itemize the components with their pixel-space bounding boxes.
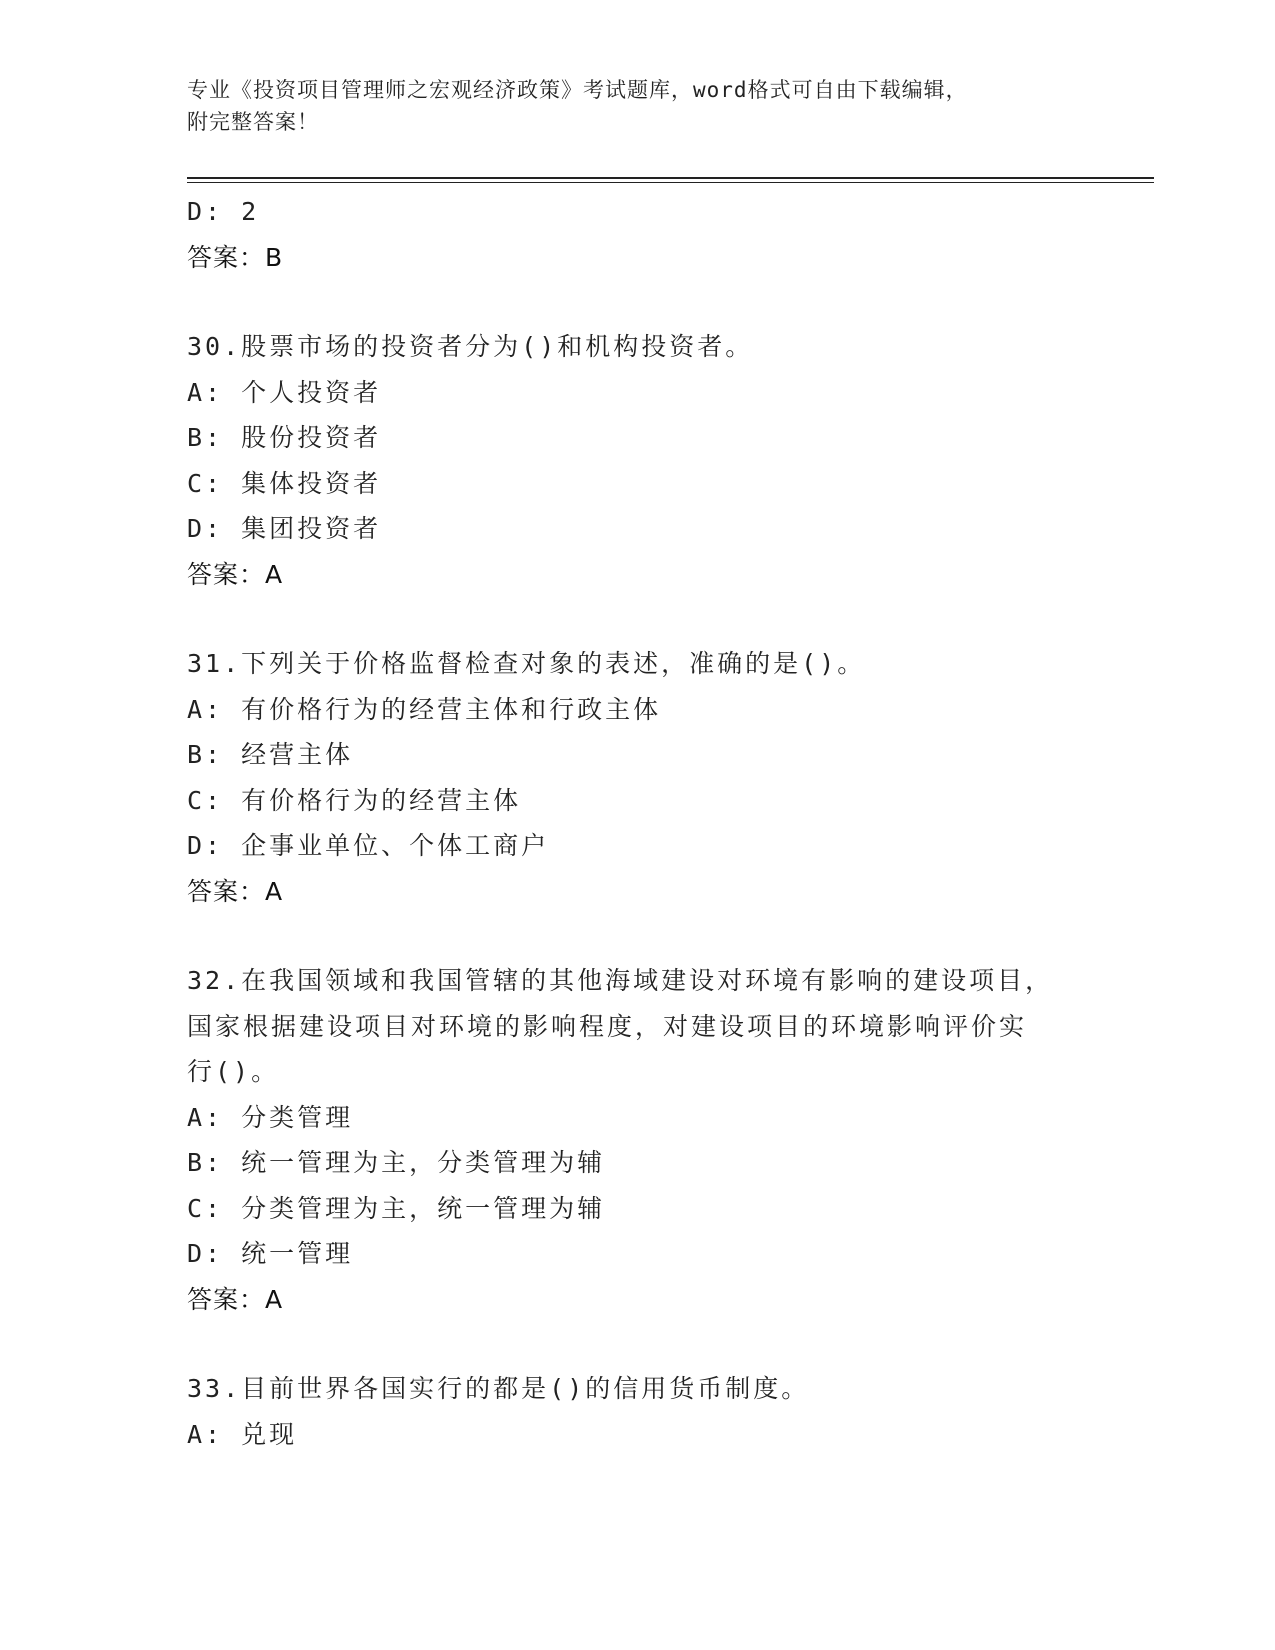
option-a: A: 个人投资者 (187, 377, 382, 407)
question-block-33 (187, 1366, 1087, 1457)
header-line-2: 附完整答案！ (187, 110, 319, 134)
question-block-31 (187, 641, 1087, 914)
option-a: A: 兑现 (187, 1419, 298, 1449)
answer-line: 答案：A (187, 1284, 284, 1314)
document-header (187, 74, 1067, 138)
header-line-1: 专业《投资项目管理师之宏观经济政策》考试题库，word格式可自由下载编辑， (187, 78, 968, 102)
option-c: C: 有价格行为的经营主体 (187, 785, 522, 815)
spacer (187, 914, 1087, 958)
question-stem: 30.股票市场的投资者分为()和机构投资者。 (187, 332, 754, 361)
option-d: D: 统一管理 (187, 1239, 354, 1268)
question-list (187, 189, 1087, 1457)
option-b: B: 经营主体 (187, 740, 354, 769)
question-stem: 33.目前世界各国实行的都是()的信用货币制度。 (187, 1374, 810, 1403)
option-c: C: 集体投资者 (187, 468, 382, 498)
option-a: A: 分类管理 (187, 1102, 354, 1132)
header-divider-thin (187, 182, 1154, 183)
option-a: A: 有价格行为的经营主体和行政主体 (187, 694, 662, 724)
spacer (187, 1322, 1087, 1366)
question-block-29 (187, 189, 1087, 280)
answer-line: 答案：B (187, 242, 284, 272)
question-stem-line-1: 32.在我国领域和我国管辖的其他海域建设对环境有影响的建设项目， (187, 966, 1054, 995)
answer-line: 答案：A (187, 559, 284, 589)
option-c: C: 分类管理为主，统一管理为辅 (187, 1193, 606, 1223)
spacer (187, 597, 1087, 641)
question-stem: 31.下列关于价格监督检查对象的表述，准确的是()。 (187, 649, 866, 678)
question-block-30 (187, 324, 1087, 597)
spacer (187, 280, 1087, 324)
option-b: B: 股份投资者 (187, 423, 382, 452)
answer-line: 答案：A (187, 876, 284, 906)
question-stem-line-3: 行()。 (187, 1057, 280, 1086)
question-block-32 (187, 958, 1087, 1322)
option-d: D: 集团投资者 (187, 514, 382, 543)
question-stem-line-2: 国家根据建设项目对环境的影响程度，对建设项目的环境影响评价实 (187, 1011, 1028, 1041)
option-d: D: 2 (187, 197, 260, 226)
header-divider-thick (187, 177, 1154, 179)
option-d: D: 企事业单位、个体工商户 (187, 831, 550, 860)
option-b: B: 统一管理为主，分类管理为辅 (187, 1148, 606, 1177)
